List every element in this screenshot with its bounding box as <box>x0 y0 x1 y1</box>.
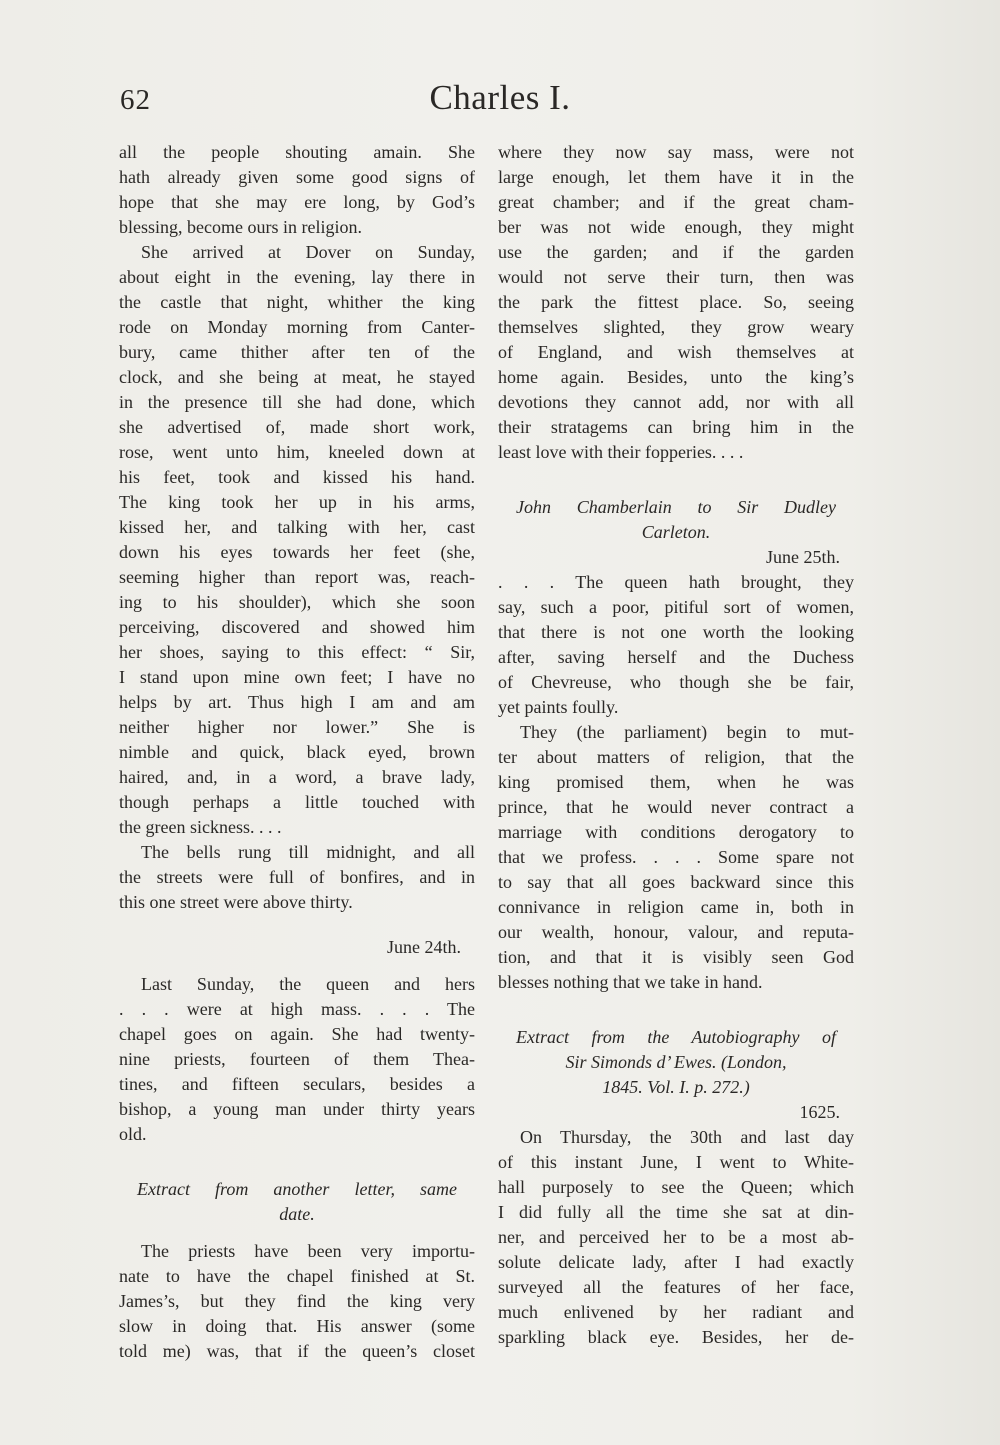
text-line: in the presence till she had done, which <box>119 392 475 412</box>
text-line: about eight in the evening, lay there in <box>119 267 475 287</box>
text-line: nine priests, fourteen of them Thea- <box>119 1049 475 1069</box>
text-line: her shoes, saying to this effect: “ Sir, <box>119 642 475 662</box>
text-line: neither higher nor lower.” She is <box>119 717 475 737</box>
text-line: haired, and, in a word, a brave lady, <box>119 767 475 787</box>
text-line: least love with their fopperies. . . . <box>498 442 744 462</box>
section-heading: Sir Simonds d’ Ewes. (London, <box>565 1052 787 1072</box>
spacer <box>119 1227 475 1239</box>
text-line: ner, and perceived her to be a most ab- <box>498 1227 854 1247</box>
text-line: I did fully all the time she sat at din- <box>498 1202 854 1222</box>
text-line: She arrived at Dover on Sunday, <box>141 242 475 262</box>
text-line: hall purposely to see the Queen; which <box>498 1177 854 1197</box>
spacer <box>119 1147 475 1177</box>
text-line: prince, that he would never contract a <box>498 797 854 817</box>
text-line: themselves slighted, they grow weary <box>498 317 854 337</box>
text-line: . . . were at high mass. . . . The <box>119 999 475 1019</box>
text-line: chapel goes on again. She had twenty- <box>119 1024 475 1044</box>
text-line: marriage with conditions derogatory to <box>498 822 854 842</box>
text-line: his feet, took and kissed his hand. <box>119 467 475 487</box>
text-line: On Thursday, the 30th and last day <box>520 1127 854 1147</box>
text-line: king promised them, when he was <box>498 772 854 792</box>
text-line: connivance in religion came in, both in <box>498 897 854 917</box>
text-line: kissed her, and talking with her, cast <box>119 517 475 537</box>
text-line: clock, and she being at meat, he stayed <box>119 367 475 387</box>
text-line: the streets were full of bonfires, and in <box>119 867 475 887</box>
text-line: ter about matters of religion, that the <box>498 747 854 767</box>
letter-date: June 24th. <box>387 937 461 957</box>
text-line: blessing, become ours in religion. <box>119 217 362 237</box>
text-line: though perhaps a little touched with <box>119 792 475 812</box>
section-heading: Extract from the Autobiography of <box>516 1027 836 1047</box>
text-line: The king took her up in his arms, <box>119 492 475 512</box>
text-line: say, such a poor, pitiful sort of women, <box>498 597 854 617</box>
text-line: helps by art. Thus high I am and am <box>119 692 475 712</box>
spacer <box>119 915 475 935</box>
text-line: seeming higher than report was, reach- <box>119 567 475 587</box>
section-heading: John Chamberlain to Sir Dudley <box>516 497 836 517</box>
text-line: rose, went unto him, kneeled down at <box>119 442 475 462</box>
text-line: their stratagems can bring him in the <box>498 417 854 437</box>
text-line: that there is not one worth the looking <box>498 622 854 642</box>
text-line: much enlivened by her radiant and <box>498 1302 854 1322</box>
spacer <box>498 465 854 495</box>
text-line: the park the fittest place. So, seeing <box>498 292 854 312</box>
text-line: The bells rung till midnight, and all <box>141 842 475 862</box>
text-line: down his eyes towards her feet (she, <box>119 542 475 562</box>
text-line: old. <box>119 1124 147 1144</box>
right-column <box>498 140 854 1350</box>
section-heading: date. <box>279 1204 315 1224</box>
text-line: ing to his shoulder), which she soon <box>119 592 475 612</box>
section-heading: 1845. Vol. I. p. 272.) <box>602 1077 750 1097</box>
text-line: devotions they cannot add, nor with all <box>498 392 854 412</box>
page-number: 62 <box>120 84 151 116</box>
text-line: The priests have been very importu- <box>141 1241 475 1261</box>
text-line: sparkling black eye. Besides, her de- <box>498 1327 854 1347</box>
text-line: great chamber; and if the great cham- <box>498 192 854 212</box>
text-line: . . . The queen hath brought, they <box>498 572 854 592</box>
letter-date: 1625. <box>799 1102 840 1122</box>
section-heading: Extract from another letter, same <box>137 1179 457 1199</box>
text-line: nate to have the chapel finished at St. <box>119 1266 475 1286</box>
text-line: hope that she may ere long, by God’s <box>119 192 475 212</box>
text-line: perceiving, discovered and showed him <box>119 617 475 637</box>
text-line: of England, and wish themselves at <box>498 342 854 362</box>
text-line: of Chevreuse, who though she be fair, <box>498 672 854 692</box>
spacer <box>498 995 854 1025</box>
text-line: They (the parliament) begin to mut- <box>520 722 854 742</box>
text-line: tion, and that it is visibly seen God <box>498 947 854 967</box>
running-title: Charles I. <box>429 78 571 117</box>
text-line: told me) was, that if the queen’s closet <box>119 1341 475 1361</box>
text-line: James’s, but they find the king very <box>119 1291 475 1311</box>
text-line: our wealth, honour, valour, and reputa- <box>498 922 854 942</box>
text-line: to say that all goes backward since this <box>498 872 854 892</box>
text-line: I stand upon mine own feet; I have no <box>119 667 475 687</box>
text-line: large enough, let them have it in the <box>498 167 854 187</box>
text-line: where they now say mass, were not <box>498 142 854 162</box>
text-line: solute delicate lady, after I had exactly <box>498 1252 854 1272</box>
text-line: this one street were above thirty. <box>119 892 353 912</box>
text-line: she advertised of, made short work, <box>119 417 475 437</box>
section-heading: Carleton. <box>641 522 711 542</box>
spacer <box>119 960 475 972</box>
text-line: home again. Besides, unto the king’s <box>498 367 854 387</box>
text-line: Last Sunday, the queen and hers <box>141 974 475 994</box>
text-line: nimble and quick, black eyed, brown <box>119 742 475 762</box>
text-line: ber was not wide enough, they might <box>498 217 854 237</box>
text-line: all the people shouting amain. She <box>119 142 475 162</box>
left-column <box>119 140 475 1364</box>
text-line: rode on Monday morning from Canter- <box>119 317 475 337</box>
text-line: surveyed all the features of her face, <box>498 1277 854 1297</box>
text-line: the green sickness. . . . <box>119 817 282 837</box>
text-line: the castle that night, whither the king <box>119 292 475 312</box>
text-line: hath already given some good signs of <box>119 167 475 187</box>
text-line: would not serve their turn, then was <box>498 267 854 287</box>
text-line: slow in doing that. His answer (some <box>119 1316 475 1336</box>
letter-date: June 25th. <box>766 547 840 567</box>
text-line: use the garden; and if the garden <box>498 242 854 262</box>
text-line: after, saving herself and the Duchess <box>498 647 854 667</box>
text-line: yet paints foully. <box>498 697 619 717</box>
text-line: bury, came thither after ten of the <box>119 342 475 362</box>
text-line: of this instant June, I went to White- <box>498 1152 854 1172</box>
text-line: bishop, a young man under thirty years <box>119 1099 475 1119</box>
text-line: tines, and fifteen seculars, besides a <box>119 1074 475 1094</box>
text-line: that we profess. . . . Some spare not <box>498 847 854 867</box>
text-line: blesses nothing that we take in hand. <box>498 972 763 992</box>
